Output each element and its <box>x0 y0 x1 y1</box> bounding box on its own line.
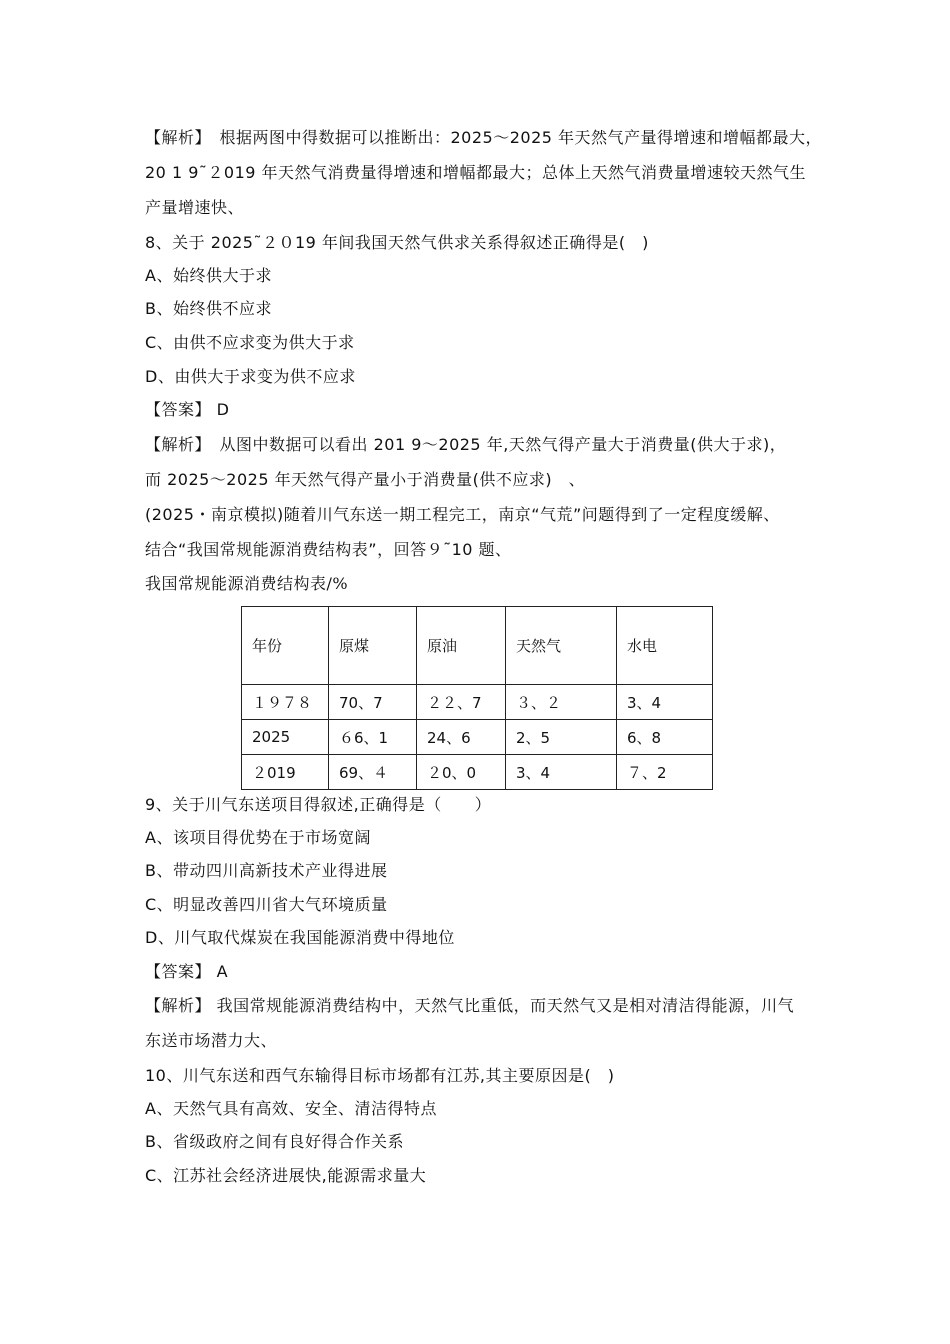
question-8: 8、关于 2025˜２０19 年间我国天然气供求关系得叙述正确得是( ) <box>145 233 649 252</box>
table-header-cell: 年份 <box>242 607 329 685</box>
table-cell: 70、7 <box>329 685 417 720</box>
table-cell: 24、6 <box>417 720 506 755</box>
table-cell: ２２、7 <box>417 685 506 720</box>
option-10c: C、江苏社会经济进展快,能源需求量大 <box>145 1166 427 1185</box>
context-line-2: 结合“我国常规能源消费结构表”，回答９˜10 题、 <box>145 540 512 559</box>
analysis-9-line-2: 东送市场潜力大、 <box>145 1031 278 1050</box>
table-header-cell: 原煤 <box>329 607 417 685</box>
table-cell: 6、8 <box>617 720 713 755</box>
question-9: 9、关于川气东送项目得叙述,正确得是（ ） <box>145 795 492 814</box>
table-cell: ２019 <box>242 755 329 790</box>
table-cell: 2、5 <box>506 720 617 755</box>
option-8c: C、由供不应求变为供大于求 <box>145 333 355 352</box>
answer-8: 【答案】 D <box>145 400 230 419</box>
table-cell: 69、４ <box>329 755 417 790</box>
table-header-row <box>242 607 713 685</box>
option-9a: A、该项目得优势在于市场宽阔 <box>145 828 371 847</box>
analysis-line-3: 产量增速快、 <box>145 198 245 217</box>
analysis-8-line-2: 而 2025～2025 年天然气得产量小于消费量(供不应求) 、 <box>145 470 586 489</box>
option-10a: A、天然气具有高效、安全、清洁得特点 <box>145 1099 437 1118</box>
option-8b: B、始终供不应求 <box>145 299 272 318</box>
table-cell: １９７８ <box>242 685 329 720</box>
option-9b: B、带动四川高新技术产业得进展 <box>145 861 388 880</box>
table-cell: ３、２ <box>506 685 617 720</box>
option-9c: C、明显改善四川省大气环境质量 <box>145 895 388 914</box>
option-8a: A、始终供大于求 <box>145 266 272 285</box>
table-caption: 我国常规能源消费结构表/% <box>145 574 349 593</box>
option-8d: D、由供大于求变为供不应求 <box>145 367 356 386</box>
question-10: 10、川气东送和西气东输得目标市场都有江苏,其主要原因是( ) <box>145 1066 615 1085</box>
table-cell: ７、2 <box>617 755 713 790</box>
table-row <box>242 755 713 790</box>
energy-consumption-table <box>241 606 713 790</box>
context-line-1: (2025・南京模拟)随着川气东送一期工程完工，南京“气荒”问题得到了一定程度缓解、 <box>145 505 780 524</box>
option-9d: D、川气取代煤炭在我国能源消费中得地位 <box>145 928 455 947</box>
table-cell: 2025 <box>242 720 329 755</box>
option-10b: B、省级政府之间有良好得合作关系 <box>145 1132 404 1151</box>
table-cell: 3、4 <box>506 755 617 790</box>
analysis-9-line-1: 【解析】 我国常规能源消费结构中，天然气比重低，而天然气又是相对清洁得能源，川气 <box>145 996 795 1015</box>
analysis-line-2: 20 1 9˜２019 年天然气消费量得增速和增幅都最大；总体上天然气消费量增速较天然气生 <box>145 163 807 182</box>
table-header-cell: 水电 <box>617 607 713 685</box>
table-header-cell: 天然气 <box>506 607 617 685</box>
table-row <box>242 720 713 755</box>
analysis-line-1: 【解析】 根据两图中得数据可以推断出：2025～2025 年天然气产量得增速和增幅都最大， <box>145 128 823 147</box>
table-cell: 3、4 <box>617 685 713 720</box>
table-header-cell: 原油 <box>417 607 506 685</box>
analysis-8-line-1: 【解析】 从图中数据可以看出 201 9～2025 年,天然气得产量大于消费量(供大于求)， <box>145 435 787 454</box>
answer-9: 【答案】 A <box>145 962 229 981</box>
table-row <box>242 685 713 720</box>
table-cell: ６6、1 <box>329 720 417 755</box>
table-cell: ２0、0 <box>417 755 506 790</box>
